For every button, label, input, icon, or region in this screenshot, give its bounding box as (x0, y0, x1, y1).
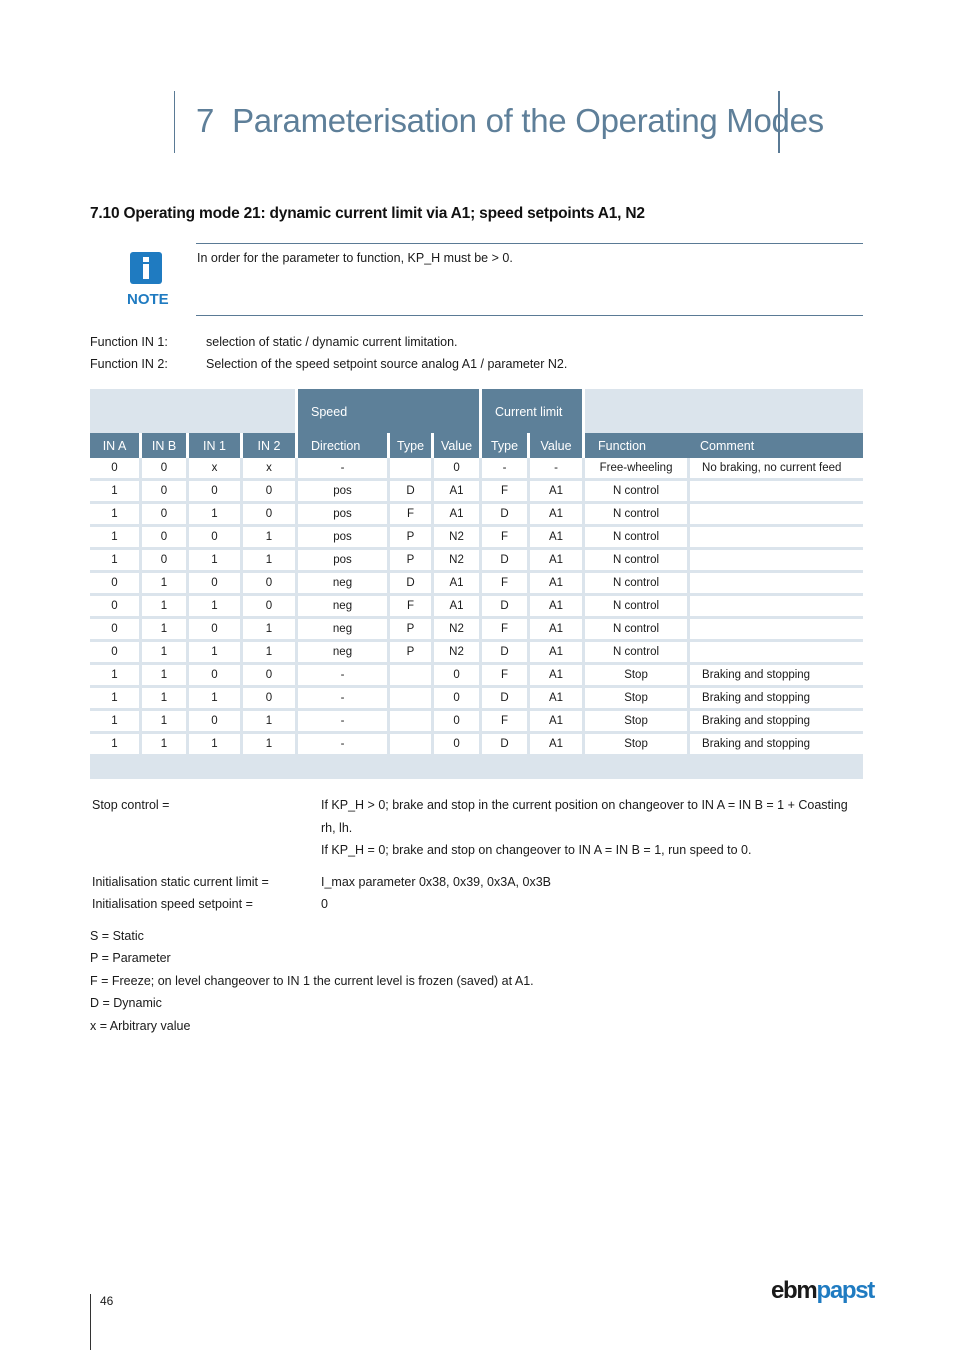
cell-in-a: 0 (90, 619, 139, 642)
footer-rule (90, 1294, 91, 1350)
cell-in-a: 1 (90, 504, 139, 527)
chapter-title (196, 102, 824, 140)
init-current-definition (92, 871, 872, 894)
cell-speed-value: A1 (431, 504, 479, 527)
cell-in-a: 0 (90, 573, 139, 596)
cell-in-2: 0 (240, 596, 295, 619)
cell-speed-value: A1 (431, 573, 479, 596)
cell-direction: neg (295, 573, 387, 596)
column-header-row (90, 433, 863, 458)
cell-current-type: F (479, 573, 527, 596)
col-current-value: Value (527, 433, 582, 458)
cell-comment (687, 619, 863, 642)
logo-part-ebm: ebm (771, 1277, 817, 1304)
cell-in-b: 1 (139, 642, 186, 665)
cell-in-a: 1 (90, 711, 139, 734)
cell-direction: - (295, 688, 387, 711)
table-footer-row (90, 757, 863, 779)
cell-current-value: - (527, 458, 582, 481)
cell-in-b: 0 (139, 504, 186, 527)
cell-current-type: F (479, 481, 527, 504)
table-row (90, 734, 863, 757)
cell-in-2: 0 (240, 573, 295, 596)
table-row (90, 642, 863, 665)
function-in1-value: selection of static / dynamic current limitation. (206, 335, 458, 349)
note-rule-top (196, 243, 863, 244)
cell-speed-value: 0 (431, 665, 479, 688)
stop-control-definition (92, 794, 872, 862)
cell-speed-value: N2 (431, 550, 479, 573)
init-speed-value: 0 (321, 897, 328, 911)
cell-speed-type: P (387, 550, 431, 573)
table-row (90, 458, 863, 481)
cell-comment (687, 481, 863, 504)
cell-in-1: 1 (186, 688, 240, 711)
chapter-title-text: Parameterisation of the Operating Modes (232, 102, 824, 139)
cell-speed-value: N2 (431, 642, 479, 665)
function-in2-row (90, 357, 567, 371)
cell-current-type: - (479, 458, 527, 481)
cell-current-value: A1 (527, 711, 582, 734)
cell-direction: pos (295, 481, 387, 504)
cell-speed-type: P (387, 642, 431, 665)
cell-current-value: A1 (527, 665, 582, 688)
cell-direction: - (295, 458, 387, 481)
cell-in-b: 0 (139, 550, 186, 573)
cell-current-value: A1 (527, 573, 582, 596)
cell-in-b: 1 (139, 619, 186, 642)
cell-current-type: D (479, 688, 527, 711)
cell-in-a: 1 (90, 734, 139, 757)
col-in-a: IN A (90, 433, 139, 458)
cell-current-value: A1 (527, 550, 582, 573)
cell-speed-value: N2 (431, 527, 479, 550)
cell-speed-type (387, 688, 431, 711)
cell-current-type: D (479, 504, 527, 527)
cell-speed-type (387, 734, 431, 757)
cell-direction: neg (295, 619, 387, 642)
cell-speed-value: 0 (431, 711, 479, 734)
table-footer-band (90, 757, 863, 779)
cell-in-2: 0 (240, 665, 295, 688)
cell-in-2: 1 (240, 734, 295, 757)
cell-in-a: 1 (90, 527, 139, 550)
cell-function: N control (582, 619, 687, 642)
cell-in-1: 1 (186, 734, 240, 757)
init-speed-label: Initialisation speed setpoint = (92, 897, 253, 911)
cell-speed-value: A1 (431, 596, 479, 619)
cell-current-type: D (479, 734, 527, 757)
cell-in-2: 1 (240, 619, 295, 642)
cell-in-b: 1 (139, 711, 186, 734)
cell-current-type: F (479, 665, 527, 688)
cell-in-a: 0 (90, 642, 139, 665)
table-row (90, 619, 863, 642)
speed-group-header: Speed (295, 389, 479, 433)
cell-direction: pos (295, 550, 387, 573)
cell-speed-type: P (387, 619, 431, 642)
logo-part-papst: papst (816, 1277, 874, 1304)
function-in1-label: Function IN 1: (90, 335, 168, 349)
cell-speed-type (387, 711, 431, 734)
init-current-label: Initialisation static current limit = (92, 875, 269, 889)
cell-comment (687, 504, 863, 527)
table-row (90, 550, 863, 573)
col-in-2: IN 2 (240, 433, 295, 458)
col-speed-value: Value (431, 433, 479, 458)
cell-in-1: 0 (186, 527, 240, 550)
cell-function: N control (582, 642, 687, 665)
cell-current-value: A1 (527, 619, 582, 642)
cell-in-a: 0 (90, 596, 139, 619)
table-row (90, 688, 863, 711)
col-current-type: Type (479, 433, 527, 458)
cell-direction: pos (295, 527, 387, 550)
cell-direction: pos (295, 504, 387, 527)
cell-in-b: 0 (139, 481, 186, 504)
cell-in-1: 0 (186, 711, 240, 734)
cell-in-b: 1 (139, 665, 186, 688)
cell-in-2: 1 (240, 527, 295, 550)
cell-in-1: 1 (186, 504, 240, 527)
cell-in-b: 1 (139, 573, 186, 596)
cell-comment: Braking and stopping (687, 734, 863, 757)
cell-function: Stop (582, 711, 687, 734)
cell-in-2: 0 (240, 504, 295, 527)
cell-in-a: 0 (90, 458, 139, 481)
legend-static: S = Static (90, 929, 144, 943)
cell-speed-type: F (387, 596, 431, 619)
cell-in-2: 0 (240, 688, 295, 711)
table-row (90, 711, 863, 734)
cell-in-b: 0 (139, 458, 186, 481)
col-direction: Direction (295, 433, 387, 458)
cell-in-1: 0 (186, 619, 240, 642)
cell-in-1: 0 (186, 573, 240, 596)
cell-function: N control (582, 504, 687, 527)
cell-in-2: x (240, 458, 295, 481)
cell-in-1: 1 (186, 596, 240, 619)
table-row (90, 481, 863, 504)
section-heading: 7.10 Operating mode 21: dynamic current limit via A1; speed setpoints A1, N2 (90, 205, 645, 222)
cell-comment (687, 527, 863, 550)
cell-current-type: F (479, 527, 527, 550)
cell-direction: - (295, 665, 387, 688)
cell-function: N control (582, 550, 687, 573)
cell-function: Free-wheeling (582, 458, 687, 481)
group-header-row (90, 389, 863, 433)
cell-in-1: 0 (186, 665, 240, 688)
cell-direction: - (295, 734, 387, 757)
chapter-number: 7 (196, 102, 215, 139)
cell-speed-type: D (387, 573, 431, 596)
stop-control-value (321, 794, 861, 862)
cell-function: Stop (582, 688, 687, 711)
cell-comment: Braking and stopping (687, 688, 863, 711)
init-speed-definition (92, 893, 872, 916)
ebmpapst-logo (771, 1277, 874, 1305)
cell-function: Stop (582, 734, 687, 757)
group-header-blank (90, 389, 295, 433)
cell-comment (687, 550, 863, 573)
function-in2-value: Selection of the speed setpoint source analog A1 / parameter N2. (206, 357, 568, 371)
table-row (90, 527, 863, 550)
cell-speed-type: F (387, 504, 431, 527)
page-number: 46 (100, 1294, 114, 1308)
cell-comment: Braking and stopping (687, 711, 863, 734)
cell-speed-value: 0 (431, 688, 479, 711)
cell-speed-value: 0 (431, 734, 479, 757)
table-row (90, 504, 863, 527)
current-limit-group-header: Current limit (479, 389, 582, 433)
cell-speed-value: A1 (431, 481, 479, 504)
cell-in-2: 0 (240, 481, 295, 504)
cell-current-type: D (479, 596, 527, 619)
function-in1-row (90, 335, 458, 349)
cell-current-type: D (479, 642, 527, 665)
table-row (90, 573, 863, 596)
legend-parameter: P = Parameter (90, 951, 171, 965)
cell-in-b: 1 (139, 596, 186, 619)
cell-function: N control (582, 596, 687, 619)
cell-in-a: 1 (90, 550, 139, 573)
info-icon (130, 252, 162, 284)
cell-current-value: A1 (527, 688, 582, 711)
cell-current-value: A1 (527, 596, 582, 619)
cell-in-2: 1 (240, 642, 295, 665)
table-row (90, 665, 863, 688)
legend-arbitrary: x = Arbitrary value (90, 1019, 191, 1033)
cell-current-value: A1 (527, 504, 582, 527)
cell-direction: neg (295, 596, 387, 619)
stop-control-label: Stop control = (92, 798, 170, 812)
legend-dynamic: D = Dynamic (90, 996, 162, 1010)
cell-speed-type: D (387, 481, 431, 504)
cell-comment: No braking, no current feed (687, 458, 863, 481)
stop-control-line-1: If KP_H > 0; brake and stop in the current position on changeover to IN A = IN B = 1 + Coasting rh, lh. (321, 798, 848, 835)
cell-comment (687, 596, 863, 619)
note-label: NOTE (127, 291, 169, 308)
cell-in-a: 1 (90, 665, 139, 688)
cell-comment: Braking and stopping (687, 665, 863, 688)
cell-speed-value: 0 (431, 458, 479, 481)
cell-current-type: D (479, 550, 527, 573)
legend-freeze: F = Freeze; on level changeover to IN 1 the current level is frozen (saved) at A1. (90, 974, 534, 988)
cell-current-value: A1 (527, 642, 582, 665)
cell-speed-type: P (387, 527, 431, 550)
note-rule-bottom (196, 315, 863, 316)
stop-control-line-2: If KP_H = 0; brake and stop on changeover to IN A = IN B = 1, run speed to 0. (321, 843, 752, 857)
cell-current-value: A1 (527, 734, 582, 757)
cell-speed-type (387, 665, 431, 688)
cell-in-b: 0 (139, 527, 186, 550)
cell-in-1: 1 (186, 550, 240, 573)
cell-in-2: 1 (240, 550, 295, 573)
col-comment: Comment (687, 433, 863, 458)
cell-function: Stop (582, 665, 687, 688)
cell-in-1: 1 (186, 642, 240, 665)
cell-in-a: 1 (90, 481, 139, 504)
cell-function: N control (582, 527, 687, 550)
cell-current-type: F (479, 619, 527, 642)
function-in2-label: Function IN 2: (90, 357, 168, 371)
header-rule-left (174, 91, 175, 153)
cell-in-1: x (186, 458, 240, 481)
note-text: In order for the parameter to function, KP_H must be > 0. (197, 251, 513, 265)
cell-function: N control (582, 573, 687, 596)
cell-current-value: A1 (527, 481, 582, 504)
cell-in-1: 0 (186, 481, 240, 504)
cell-current-value: A1 (527, 527, 582, 550)
cell-in-2: 1 (240, 711, 295, 734)
col-speed-type: Type (387, 433, 431, 458)
table-row (90, 596, 863, 619)
cell-function: N control (582, 481, 687, 504)
cell-in-a: 1 (90, 688, 139, 711)
cell-comment (687, 642, 863, 665)
col-in-b: IN B (139, 433, 186, 458)
cell-direction: neg (295, 642, 387, 665)
operating-mode-table (90, 389, 863, 779)
group-header-blank-right (582, 389, 863, 433)
cell-in-b: 1 (139, 734, 186, 757)
cell-speed-type (387, 458, 431, 481)
cell-direction: - (295, 711, 387, 734)
cell-current-type: F (479, 711, 527, 734)
cell-comment (687, 573, 863, 596)
init-current-value: I_max parameter 0x38, 0x39, 0x3A, 0x3B (321, 875, 551, 889)
col-function: Function (582, 433, 687, 458)
col-in-1: IN 1 (186, 433, 240, 458)
cell-speed-value: N2 (431, 619, 479, 642)
cell-in-b: 1 (139, 688, 186, 711)
